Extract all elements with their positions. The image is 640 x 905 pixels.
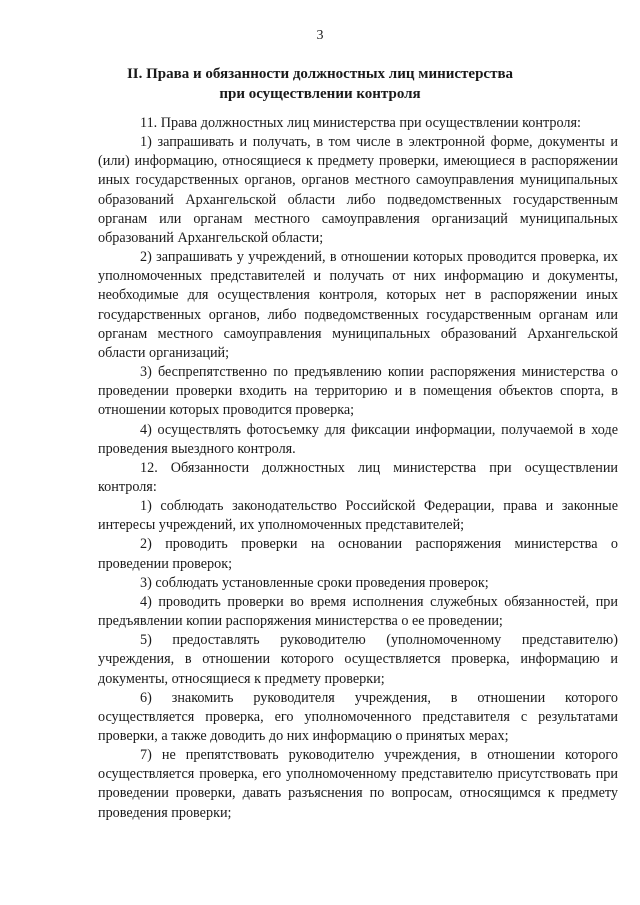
document-body bbox=[98, 114, 618, 823]
section-heading bbox=[0, 64, 640, 104]
page-number: 3 bbox=[316, 28, 324, 43]
paragraph-12-item-5: 5) предоставлять руководителю (уполномоченному представителю) учреждения, в отношении которого осуществляется проверка, информацию и документы, относящиеся к предмету проверки; bbox=[98, 632, 618, 687]
paragraph-11-item-2: 2) запрашивать у учреждений, в отношении которых проводится проверка, их уполномоченных представителей и получать от них информацию и документы, необходимые для осуществления контроля, которых нет в распоряжении иных государственных органов, либо подведомственных государственным органам или органам местного самоуправления муниципальных образований Архангельской области организаций; bbox=[98, 249, 618, 361]
paragraph-12-item-1: 1) соблюдать законодательство Российской Федерации, права и законные интересы учреждений, их уполномоченных представителей; bbox=[98, 498, 618, 534]
paragraph-12-item-3: 3) соблюдать установленные сроки проведения проверок; bbox=[140, 574, 489, 591]
paragraph-12-item-7: 7) не препятствовать руководителю учреждения, в отношении которого осуществляется проверка, его уполномоченному представителю присутствовать при проведении проверки, давать разъяснения по вопросам, относящимся к предмету проведения проверки; bbox=[98, 747, 618, 821]
paragraph-12-item-4: 4) проводить проверки во время исполнения служебных обязанностей, при предъявлении копии распоряжения министерства о ее проведении; bbox=[98, 593, 618, 630]
section-heading-line-1: II. Права и обязанности должностных лиц министерства bbox=[126, 66, 514, 82]
paragraph-11-intro: 11. Права должностных лиц министерства при осуществлении контроля: bbox=[140, 115, 581, 131]
paragraph-12-item-6: 6) знакомить руководителя учреждения, в отношении которого осуществляется проверка, его уполномоченного представителя с результатами проверки, а также доводить до них информацию о принятых мерах; bbox=[98, 689, 618, 744]
paragraph-11-item-1: 1) запрашивать и получать, в том числе в электронной форме, документы и (или) информацию, относящиеся к предмету проверки, имеющиеся в распоряжении иных государственных органов, органов местного самоуправления муниципальных образований Архангельской области либо подведомственных государственным органам или органам местного самоуправления организаций муниципальных образований Архангельской области; bbox=[98, 134, 618, 246]
paragraph-12-item-2: 2) проводить проверки на основании распоряжения министерства о проведении проверок; bbox=[98, 536, 618, 572]
section-heading-line-2: при осуществлении контроля bbox=[219, 86, 421, 102]
paragraph-11-item-3: 3) беспрепятственно по предъявлению копии распоряжения министерства о проведении проверки входить на территорию и в помещения объектов спорта, в отношении которых проводится проверка; bbox=[98, 364, 618, 419]
paragraph-12-intro: 12. Обязанности должностных лиц министерства при осуществлении контроля: bbox=[98, 459, 618, 495]
paragraph-11-item-4: 4) осуществлять фотосъемку для фиксации информации, получаемой в ходе проведения выездного контроля. bbox=[98, 421, 618, 457]
